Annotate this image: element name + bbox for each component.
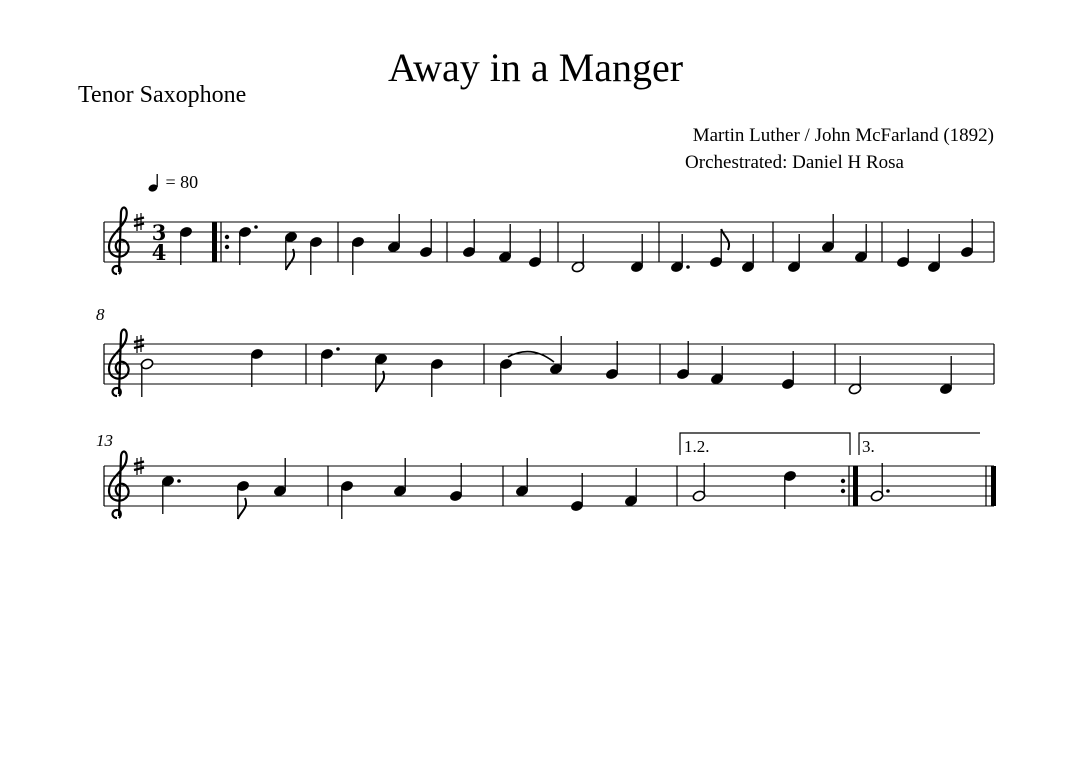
composer-credit: Martin Luther / John McFarland (1892) <box>692 125 994 146</box>
tempo-value: = 80 <box>165 172 199 192</box>
arranger-credit: Orchestrated: Daniel H Rosa <box>685 152 904 173</box>
repeat-dot <box>841 479 845 483</box>
volta-3-bracket <box>859 433 980 455</box>
instrument-name: Tenor Saxophone <box>78 82 247 108</box>
repeat-start-barline <box>212 222 217 262</box>
repeat-dot <box>225 245 229 249</box>
treble-clef-icon <box>109 207 129 274</box>
repeat-dot <box>225 235 229 239</box>
final-barline <box>991 466 996 506</box>
duration-dot <box>336 347 340 351</box>
measure-number-system-2: 8 <box>96 305 105 324</box>
score-title: Away in a Manger <box>387 45 684 90</box>
duration-dot <box>254 225 258 229</box>
duration-dot <box>686 265 690 269</box>
eighth-flag <box>238 498 246 519</box>
time-signature-top: 3 <box>151 220 167 245</box>
volta-1-2-label: 1.2. <box>684 437 710 456</box>
repeat-end-barline <box>853 466 858 506</box>
duration-dot <box>886 489 890 493</box>
repeat-dot <box>841 489 845 493</box>
treble-clef-icon <box>109 329 129 396</box>
volta-1-2-bracket <box>680 433 850 455</box>
volta-3-label: 3. <box>862 437 875 456</box>
treble-clef-icon <box>109 451 129 518</box>
tie-slur <box>508 352 554 362</box>
time-signature-bottom: 4 <box>151 240 167 265</box>
duration-dot <box>177 479 181 483</box>
measure-number-system-3: 13 <box>96 431 113 450</box>
